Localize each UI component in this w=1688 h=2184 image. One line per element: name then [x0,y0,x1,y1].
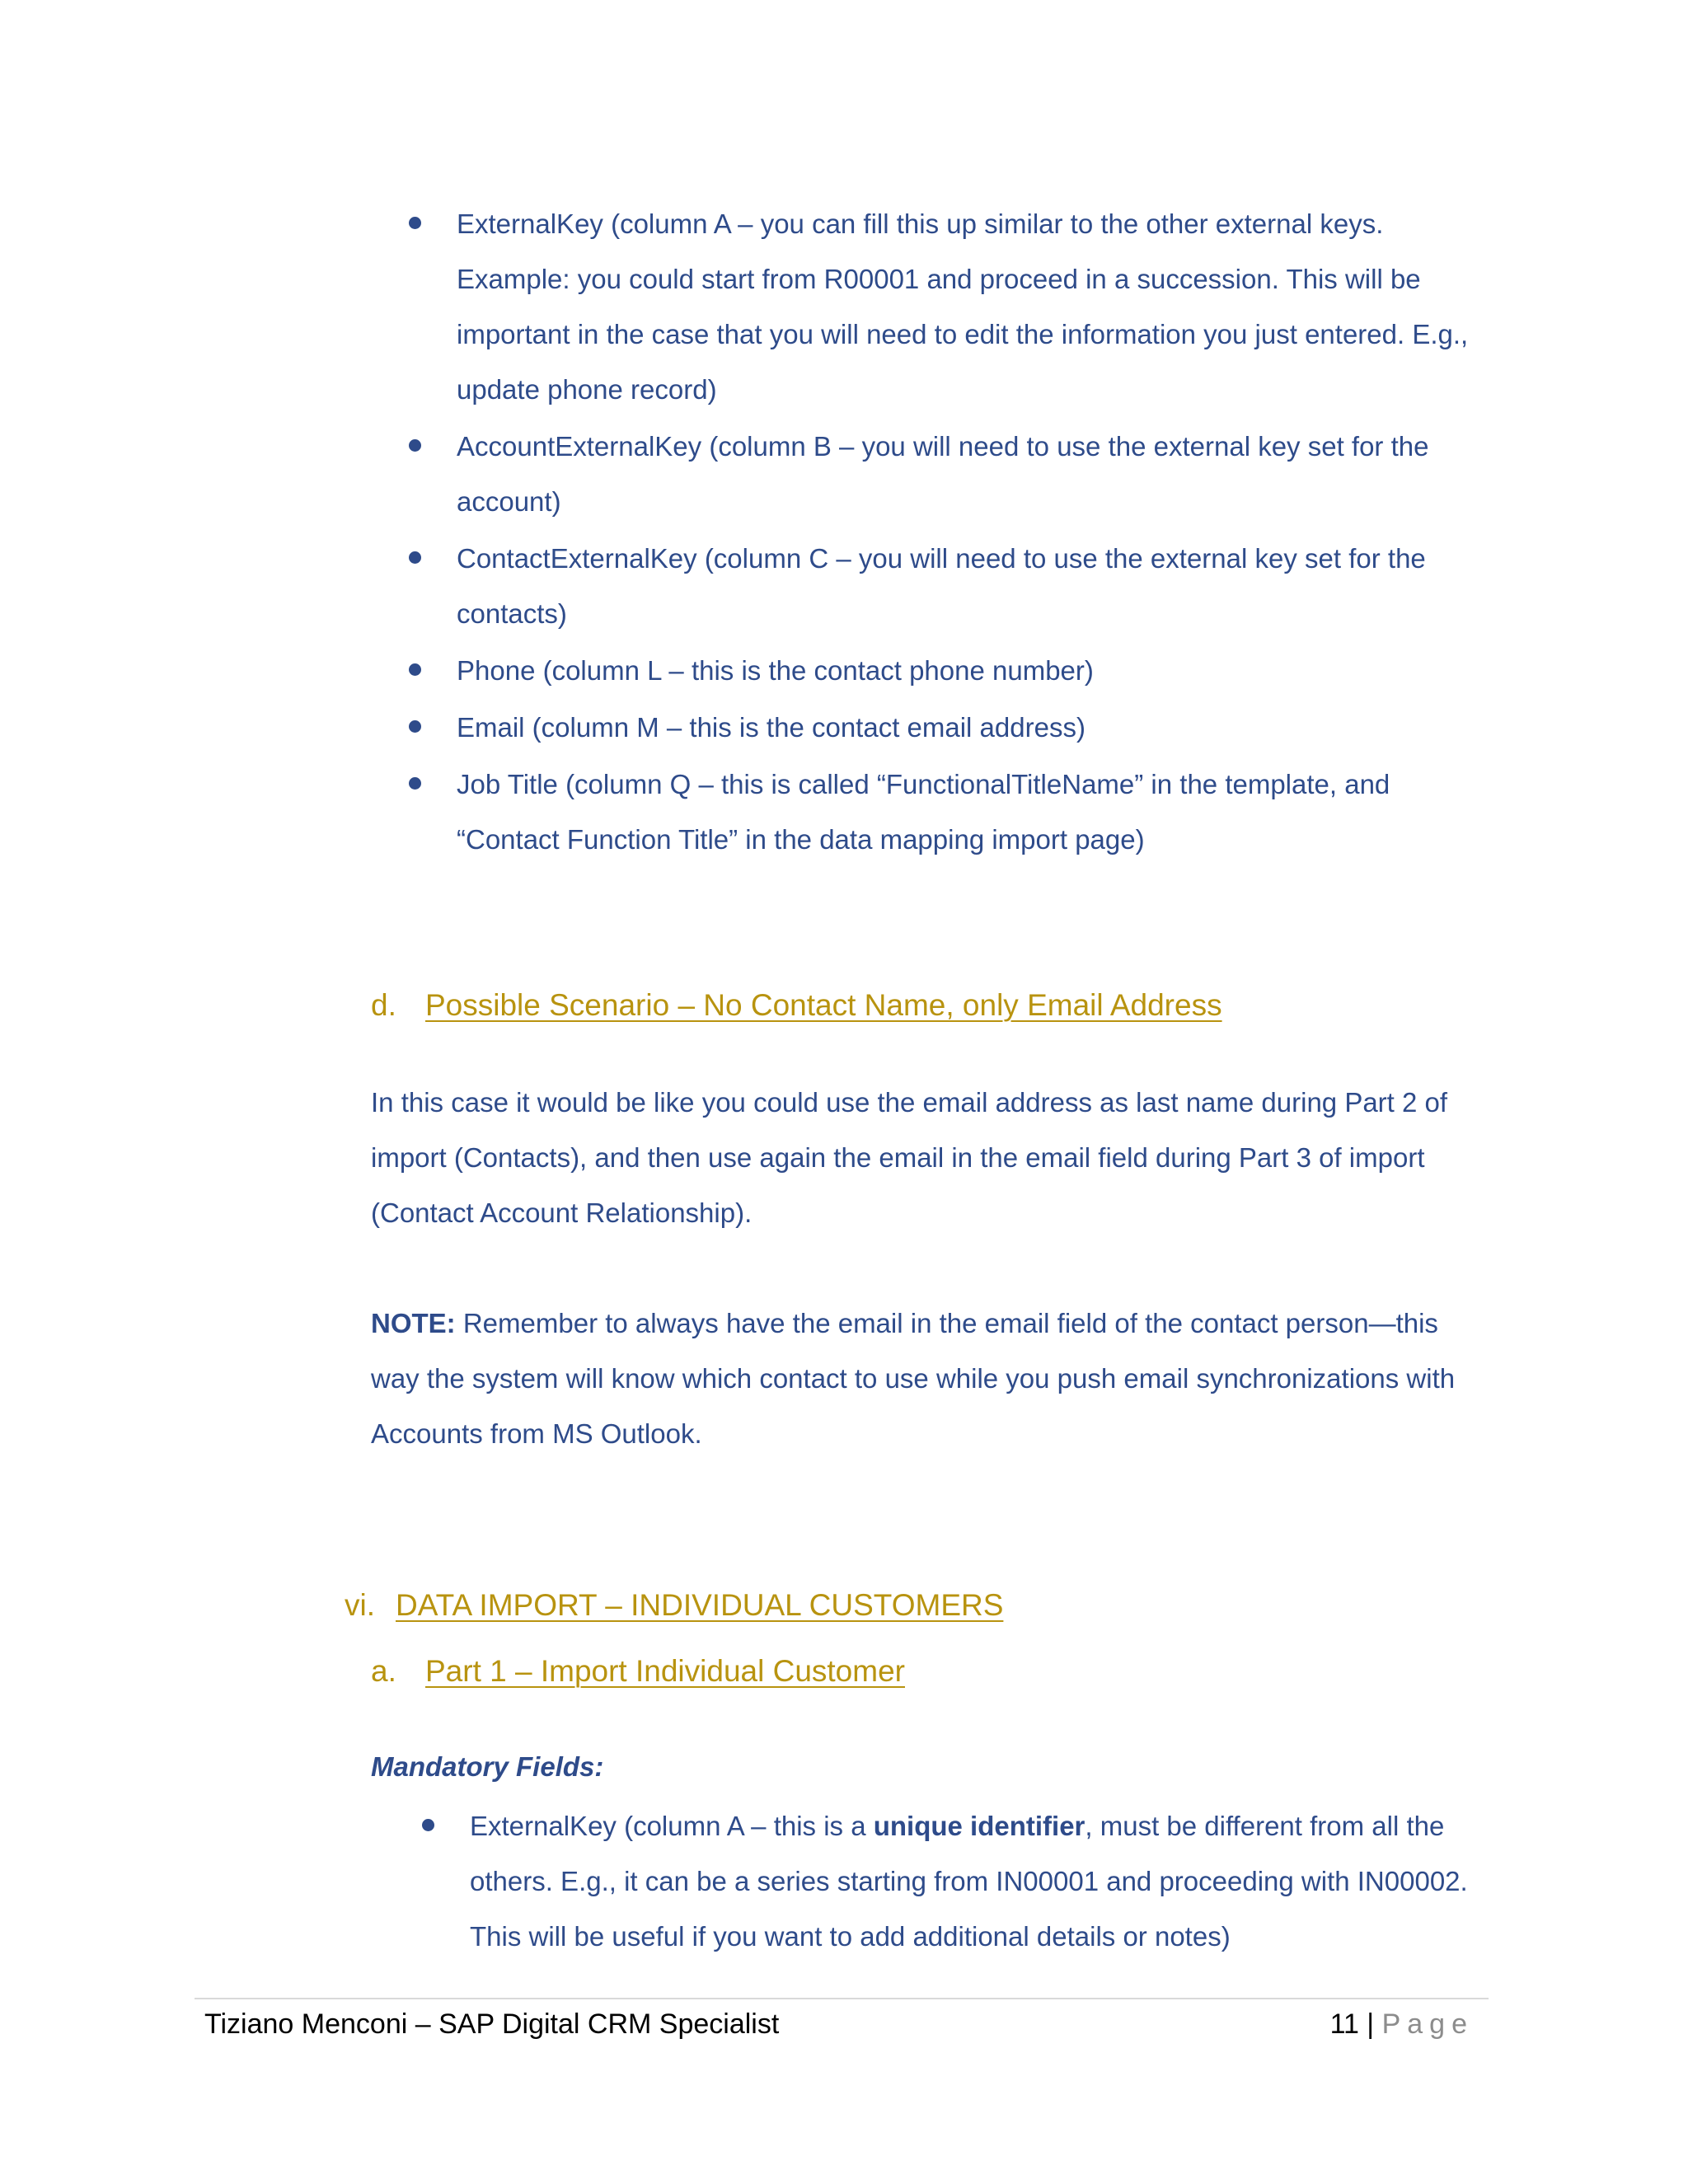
section-title: Part 1 – Import Individual Customer [425,1654,905,1688]
bullet-icon [422,1819,434,1831]
list-item [402,419,1498,529]
page-separator: | [1358,2008,1382,2040]
list-item-text: Job Title (column Q – this is called “FunctionalTitleName” in the template, and “Contact Function Title” in the data mapping import page) [457,769,1390,855]
bullet-icon [409,217,421,229]
note-paragraph [371,1296,1484,1461]
footer-divider [195,1998,1489,1999]
list-item-text: Email (column M – this is the contact email address) [457,712,1085,743]
list-item-text: ContactExternalKey (column C – you will need to use the external key set for the contacts) [457,543,1426,629]
list-item [402,196,1498,417]
list-item-text: AccountExternalKey (column B – you will need to use the external key set for the account) [457,431,1429,517]
section-heading-vi [345,1586,1003,1625]
scenario-paragraph: In this case it would be like you could use the email address as last name during Part 2 of import (Contacts), and then use again the email in the email field during Part 3 of import (Contact Account Relationship). [371,1087,1448,1228]
section-number: a. [371,1654,396,1688]
page-label: Page [1381,2008,1474,2040]
list-item [402,700,1498,755]
list-item-text: Phone (column L – this is the contact phone number) [457,655,1094,686]
section-heading-d [371,986,1222,1025]
list-item [402,643,1498,698]
list-item-text-before: ExternalKey (column A – this is a [470,1811,874,1841]
bullet-icon [409,663,421,676]
list-item [415,1798,1512,1964]
note-text: Remember to always have the email in the email field of the contact person—this way the system will know which contact to use while you push email synchronizations with Accounts from MS Outlook. [371,1308,1456,1449]
list-item [402,531,1498,641]
section-title: DATA IMPORT – INDIVIDUAL CUSTOMERS [396,1588,1004,1622]
mandatory-field-list [415,1798,1512,1964]
bullet-icon [409,720,421,733]
page-number: 11 [1329,2008,1359,2040]
section-number: d. [371,988,396,1022]
section-number: vi. [345,1588,375,1622]
bullet-icon [409,777,421,790]
bullet-icon [409,551,421,564]
list-item-text: ExternalKey (column A – you can fill this up similar to the other external keys. Example: you could start from R00001 and proceed in a succession. This will be important in the case that you will need to edit the information you just entered. E.g., update phone record) [457,209,1469,405]
list-item-text-after: , must be different from all the others. E.g., it can be a series starting from IN00001 and proceeding with IN00002. This will be useful if you want to add additional details or notes) [470,1811,1468,1952]
footer-page-indicator [1330,2004,1474,2044]
footer-author: Tiziano Menconi – SAP Digital CRM Specialist [204,2008,780,2040]
note-label: NOTE: [371,1308,456,1338]
list-item [402,757,1498,867]
section-heading-a [371,1652,905,1691]
mandatory-fields-label: Mandatory Fields: [371,1751,604,1782]
field-list [402,196,1498,869]
bullet-icon [409,439,421,452]
list-item-text-bold: unique identifier [873,1811,1085,1841]
section-title: Possible Scenario – No Contact Name, only Email Address [425,988,1222,1022]
